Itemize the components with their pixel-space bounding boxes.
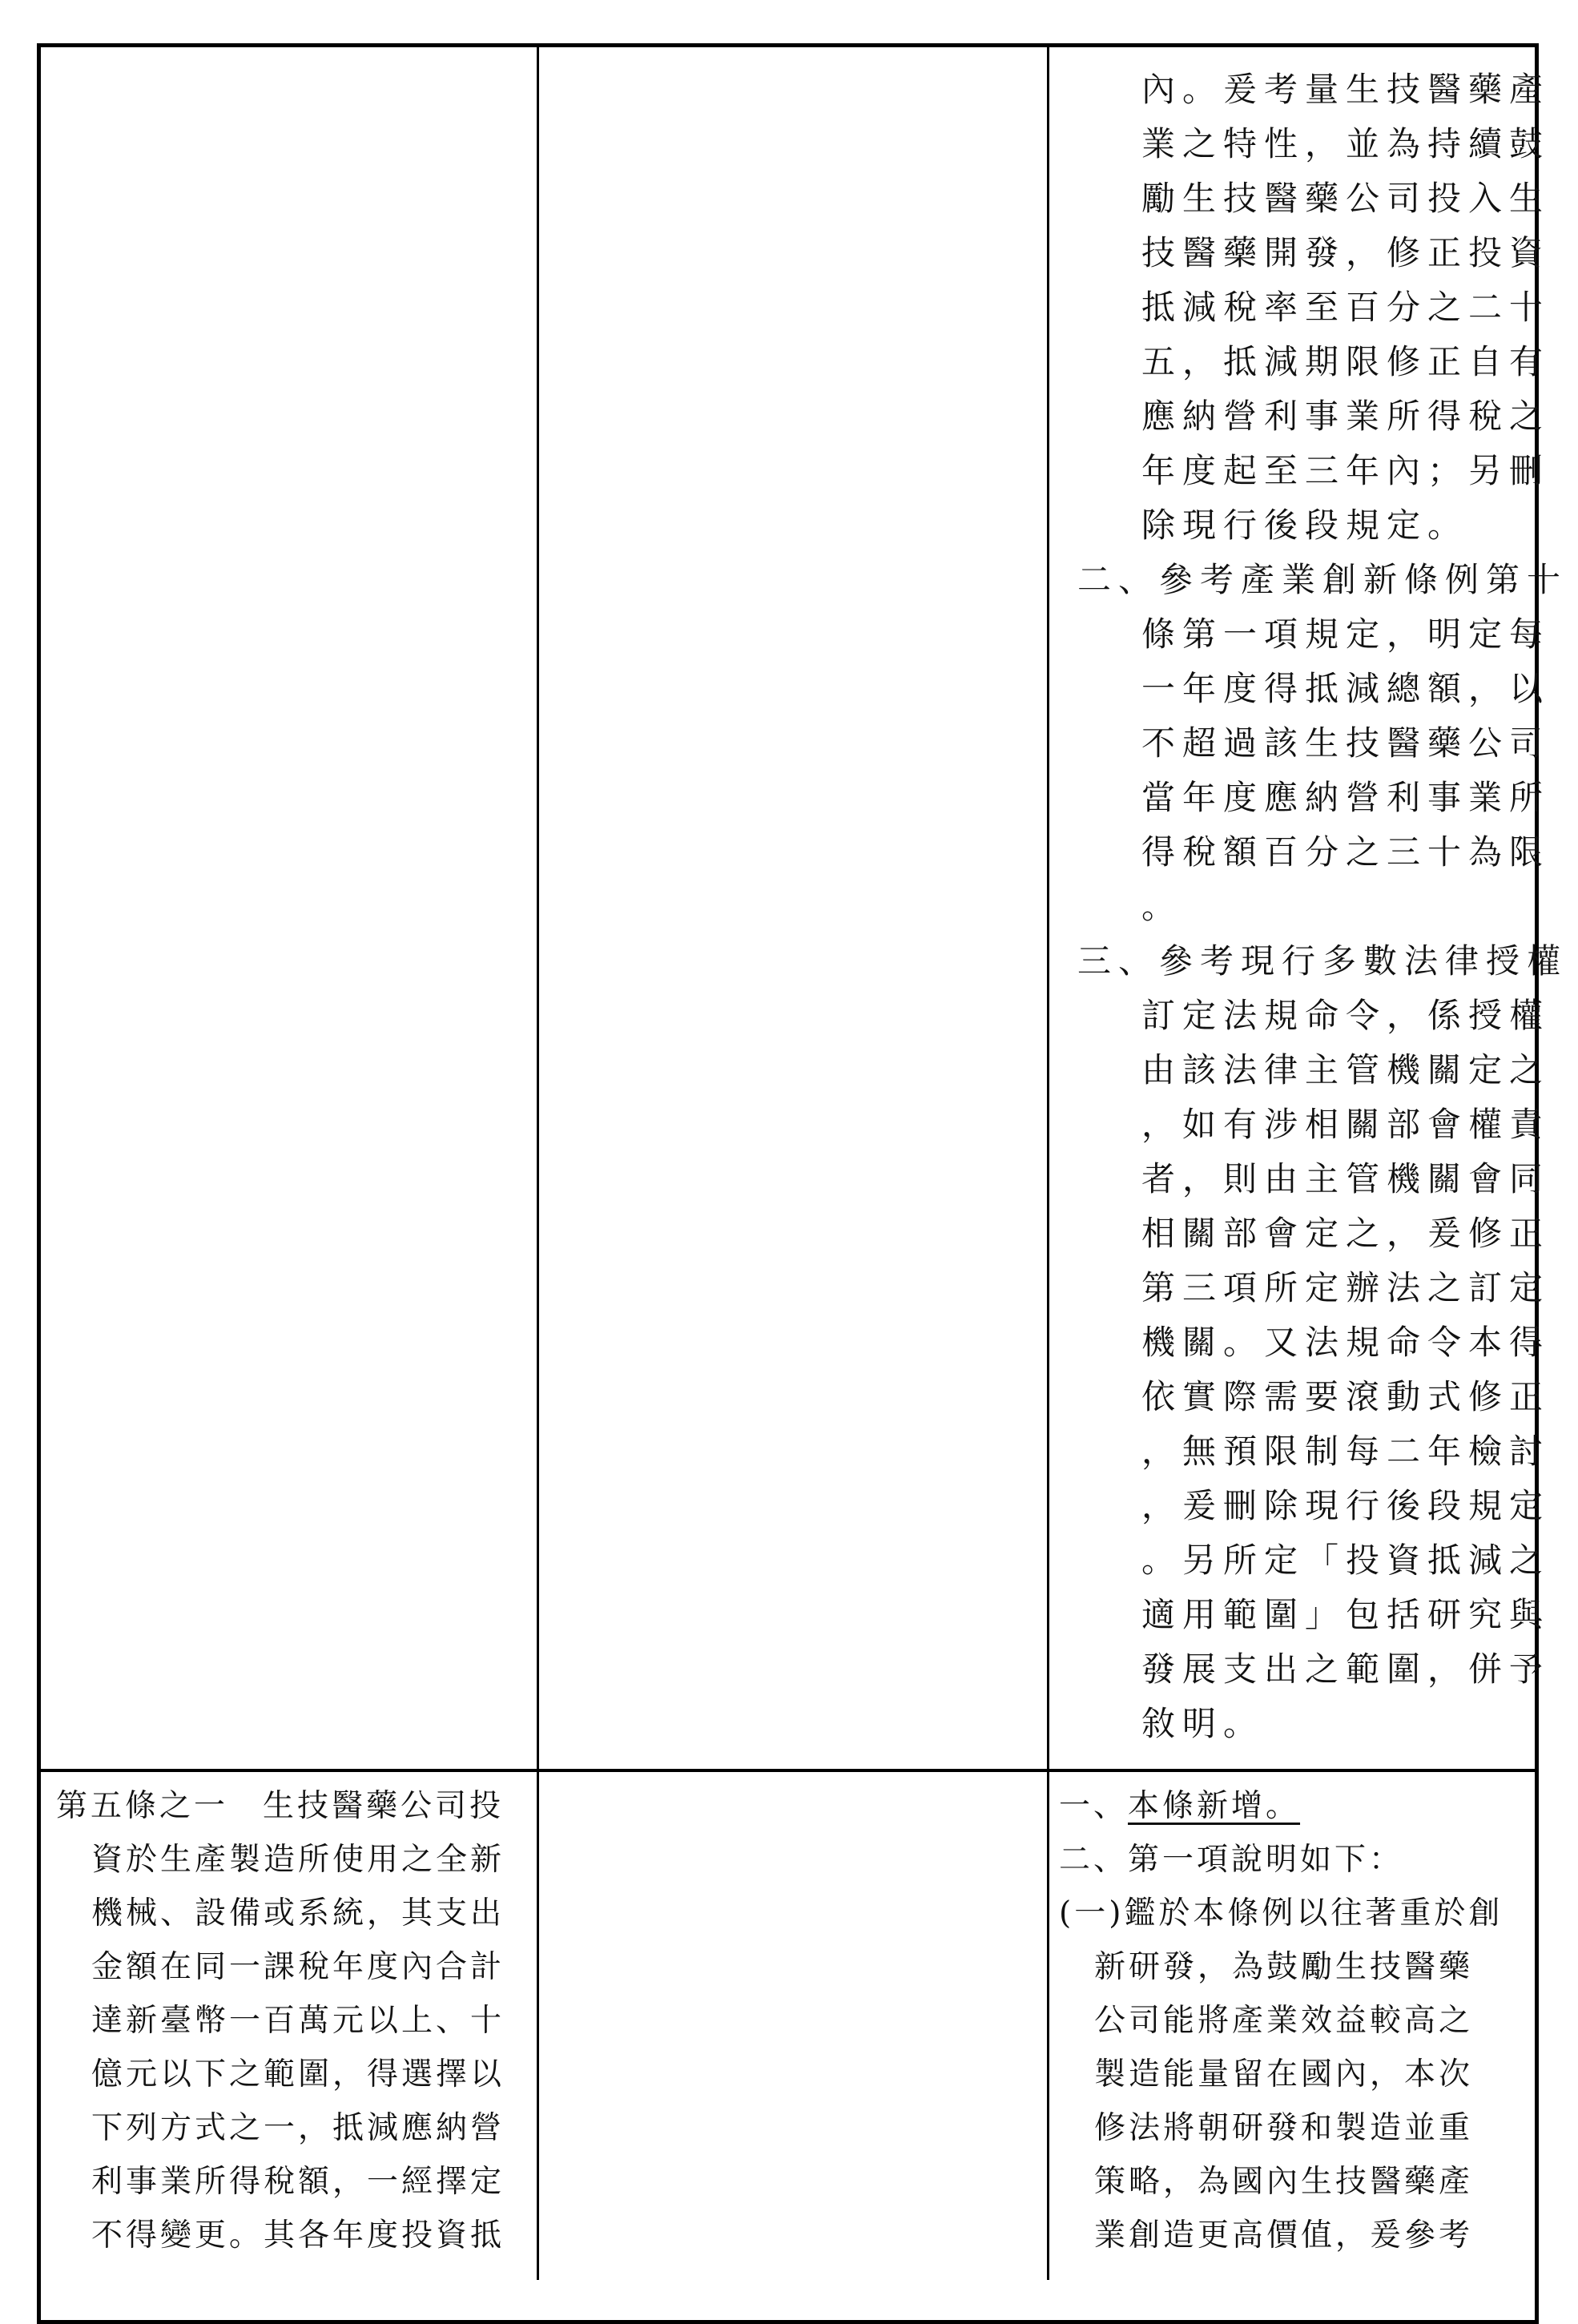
text-line: 五，抵減期限修正自有 <box>1141 342 1551 381</box>
text-line: 除現行後段規定。 <box>1141 505 1469 545</box>
text-line: 第五條之一 生技醫藥公司投 <box>56 1788 505 1824</box>
text-line: 利事業所得稅額，一經擇定 <box>91 2164 505 2200</box>
text-line: (一)鑑於本條例以往著重於創 <box>1059 1895 1504 1931</box>
text-line: 條第一項規定，明定每 <box>1141 614 1551 654</box>
text-line: 者，則由主管機關會同 <box>1141 1159 1551 1198</box>
text-line: 技醫藥開發，修正投資 <box>1141 233 1551 272</box>
text-line: ，無預限制每二年檢討 <box>1141 1432 1551 1471</box>
text-line: 依實際需要滾動式修正 <box>1141 1377 1551 1416</box>
text-line: 達新臺幣一百萬元以上、十 <box>91 2003 505 2039</box>
text-line: 業創造更高價值，爰參考 <box>1094 2217 1474 2254</box>
article-cell-lower <box>56 1779 505 2262</box>
text-line: 內。爰考量生技醫藥產 <box>1141 70 1551 109</box>
explanation-cell-upper <box>1077 62 1568 1751</box>
item-2-line: 二、第一項說明如下： <box>1059 1842 1404 1878</box>
text-line: ，如有涉相關部會權責 <box>1141 1105 1551 1144</box>
text-line: 相關部會定之，爰修正 <box>1141 1214 1551 1253</box>
explanation-cell-lower <box>1059 1779 1503 2262</box>
text-line: 年度起至三年內；另刪 <box>1141 451 1551 490</box>
item-1-prefix: 一、 <box>1059 1788 1129 1824</box>
text-line: 。 <box>1141 887 1183 926</box>
column-divider-1 <box>537 45 539 2280</box>
text-line: 。另所定「投資抵減之 <box>1141 1541 1551 1580</box>
text-line: 由該法律主管機關定之 <box>1141 1050 1551 1090</box>
text-line: 當年度應納營利事業所 <box>1141 778 1551 817</box>
text-line: 公司能將產業效益較高之 <box>1094 2003 1474 2039</box>
item-1-text: 本條新增。 <box>1128 1788 1301 1824</box>
text-line: 勵生技醫藥公司投入生 <box>1141 179 1551 218</box>
text-line: 一年度得抵減總額，以 <box>1141 669 1551 708</box>
text-line: ，爰刪除現行後段規定 <box>1141 1486 1551 1525</box>
text-line: 製造能量留在國內，本次 <box>1094 2056 1474 2092</box>
text-line: 業之特性，並為持續鼓 <box>1141 124 1551 163</box>
text-line: 抵減稅率至百分之二十 <box>1141 288 1551 327</box>
text-line: 不得變更。其各年度投資抵 <box>91 2217 505 2254</box>
text-line: 三、參考現行多數法律授權 <box>1077 941 1568 981</box>
text-line: 得稅額百分之三十為限 <box>1141 832 1551 872</box>
text-line: 金額在同一課稅年度內合計 <box>91 1949 505 1985</box>
text-line: 適用範圍」包括研究與 <box>1141 1595 1551 1634</box>
text-line: 不超過該生技醫藥公司 <box>1141 723 1551 763</box>
column-divider-2 <box>1047 45 1049 2280</box>
text-line: 發展支出之範圍，併予 <box>1141 1649 1551 1689</box>
text-line: 二、參考產業創新條例第十 <box>1077 560 1568 599</box>
text-line: 新研發，為鼓勵生技醫藥 <box>1094 1949 1474 1985</box>
text-line: 第三項所定辦法之訂定 <box>1141 1268 1551 1307</box>
row-divider <box>38 1769 1536 1772</box>
text-line: 機械、設備或系統，其支出 <box>91 1895 505 1931</box>
text-line: 資於生產製造所使用之全新 <box>91 1842 505 1878</box>
text-line: 敘明。 <box>1141 1704 1265 1743</box>
text-line: 機關。又法規命令本得 <box>1141 1323 1551 1362</box>
sub-items <box>1059 1887 1503 2262</box>
text-line: 下列方式之一，抵減應納營 <box>91 2110 505 2146</box>
text-line: 策略，為國內生技醫藥產 <box>1094 2164 1474 2200</box>
text-line: 修法將朝研發和製造並重 <box>1094 2110 1474 2146</box>
text-line: 應納營利事業所得稅之 <box>1141 397 1551 436</box>
item-1-line <box>1059 1779 1503 1833</box>
text-line: 億元以下之範圍，得選擇以 <box>91 2056 505 2092</box>
text-line: 訂定法規命令，係授權 <box>1141 996 1551 1035</box>
